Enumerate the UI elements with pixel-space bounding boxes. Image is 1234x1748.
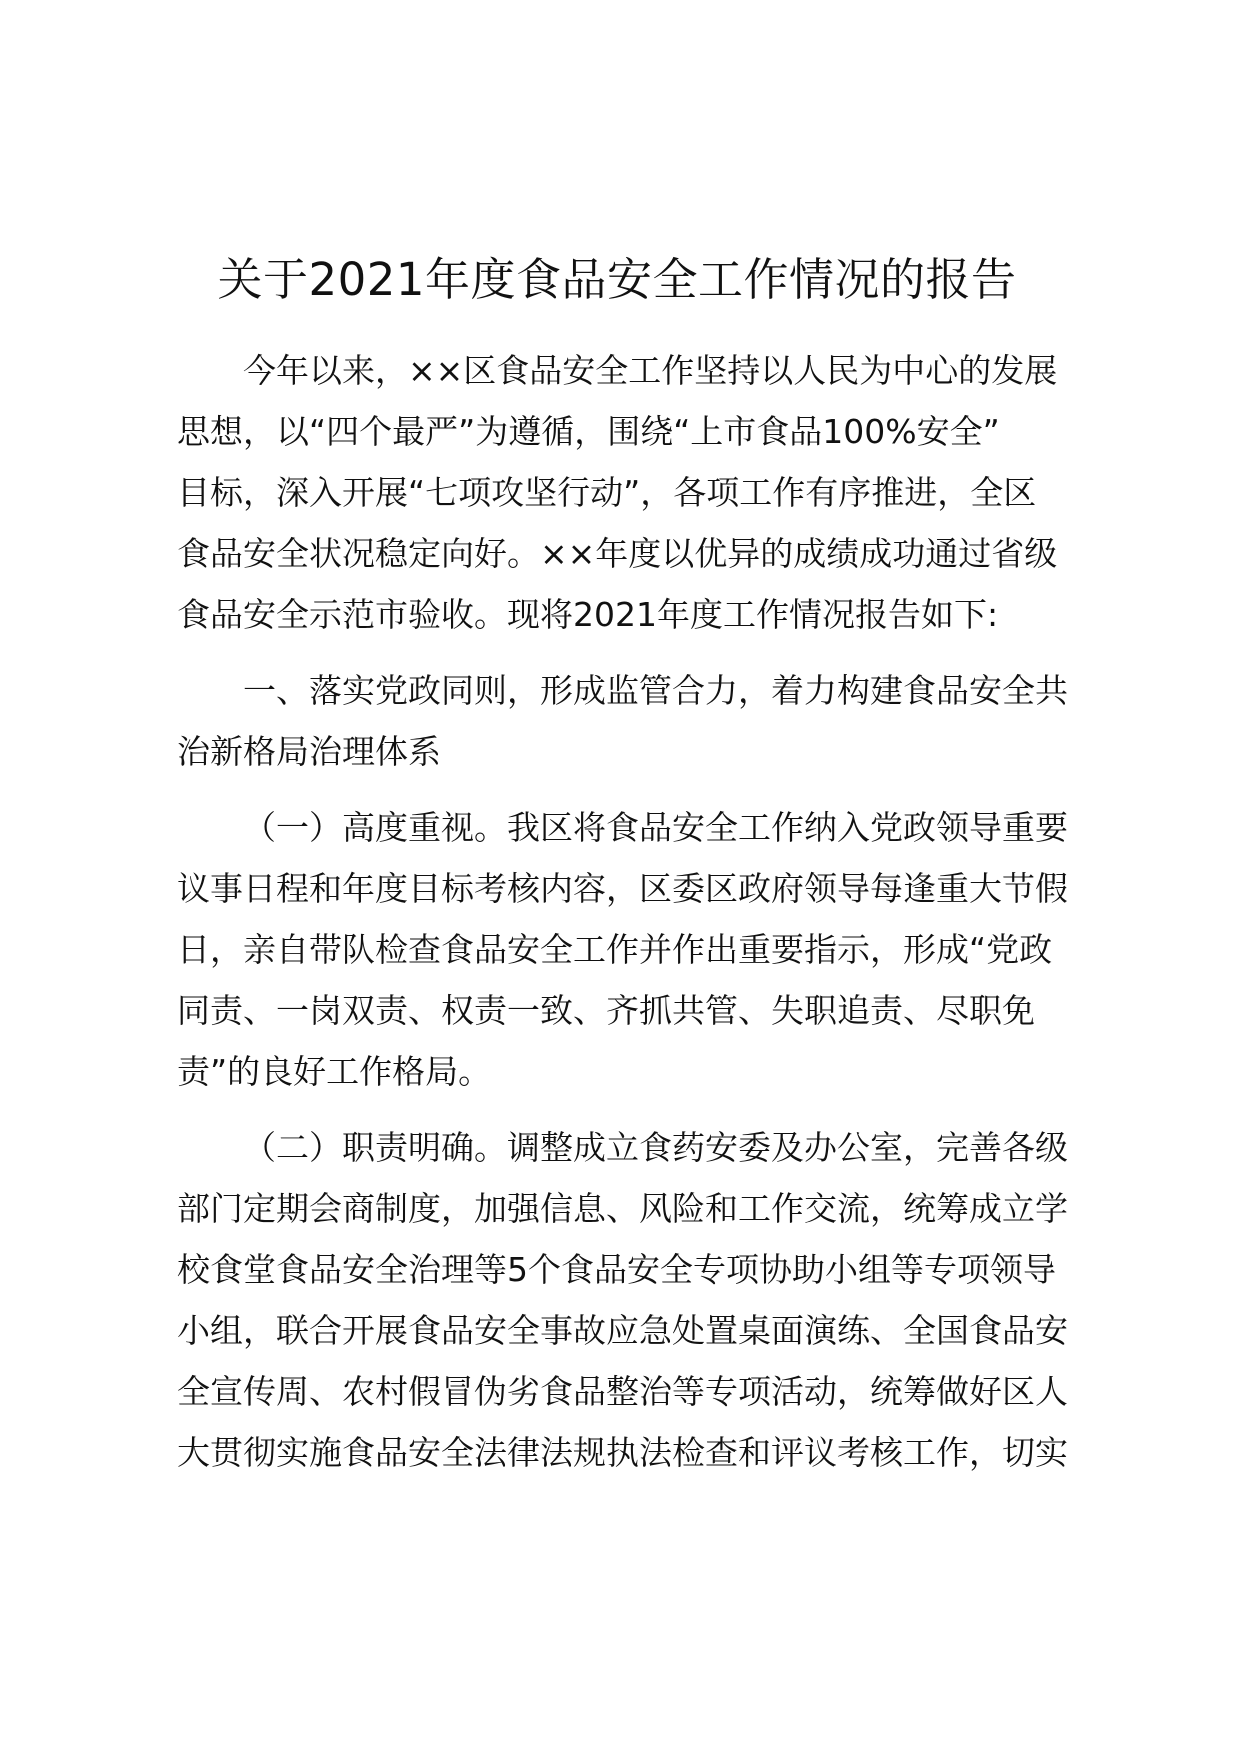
text-line: （二）职责明确。调整成立食药安委及办公室，完善各级	[243, 1128, 1068, 1167]
text-line: 思想，以“四个最严”为遵循，围绕“上市食品100%安全”	[177, 412, 1000, 451]
paragraph-intro	[177, 340, 1097, 645]
text-line: 小组，联合开展食品安全事故应急处置桌面演练、全国食品安	[177, 1311, 1068, 1350]
text-line: 治新格局治理体系	[177, 732, 441, 771]
text-line: （一）高度重视。我区将食品安全工作纳入党政领导重要	[243, 808, 1068, 847]
text-line: 同责、一岗双责、权责一致、齐抓共管、失职追责、尽职免	[177, 991, 1035, 1030]
text-line: 食品安全状况稳定向好。××年度以优异的成绩成功通过省级	[177, 534, 1058, 573]
text-line: 议事日程和年度目标考核内容，区委区政府领导每逢重大节假	[177, 869, 1068, 908]
document-title: 关于2021年度食品安全工作情况的报告	[217, 253, 1017, 306]
text-line: 食品安全示范市验收。现将2021年度工作情况报告如下:	[177, 595, 999, 634]
text-line: 校食堂食品安全治理等5个食品安全专项协助小组等专项领导	[177, 1250, 1056, 1289]
text-line: 一、落实党政同则，形成监管合力，着力构建食品安全共	[243, 671, 1068, 710]
text-line: 日，亲自带队检查食品安全工作并作出重要指示，形成“党政	[177, 930, 1053, 969]
text-line: 全宣传周、农村假冒伪劣食品整治等专项活动，统筹做好区人	[177, 1372, 1068, 1411]
paragraph-subsection-1	[177, 797, 1097, 1102]
text-line: 今年以来，××区食品安全工作坚持以人民为中心的发展	[243, 351, 1058, 390]
text-line: 大贯彻实施食品安全法律法规执法检查和评议考核工作，切实	[177, 1433, 1068, 1472]
document-body	[177, 340, 1097, 1483]
text-line: 责”的良好工作格局。	[177, 1052, 492, 1091]
text-line: 部门定期会商制度，加强信息、风险和工作交流，统筹成立学	[177, 1189, 1068, 1228]
text-line: 目标，深入开展“七项攻坚行动”，各项工作有序推进，全区	[177, 473, 1037, 512]
paragraph-subsection-2	[177, 1117, 1097, 1483]
section-heading-1	[177, 660, 1097, 782]
